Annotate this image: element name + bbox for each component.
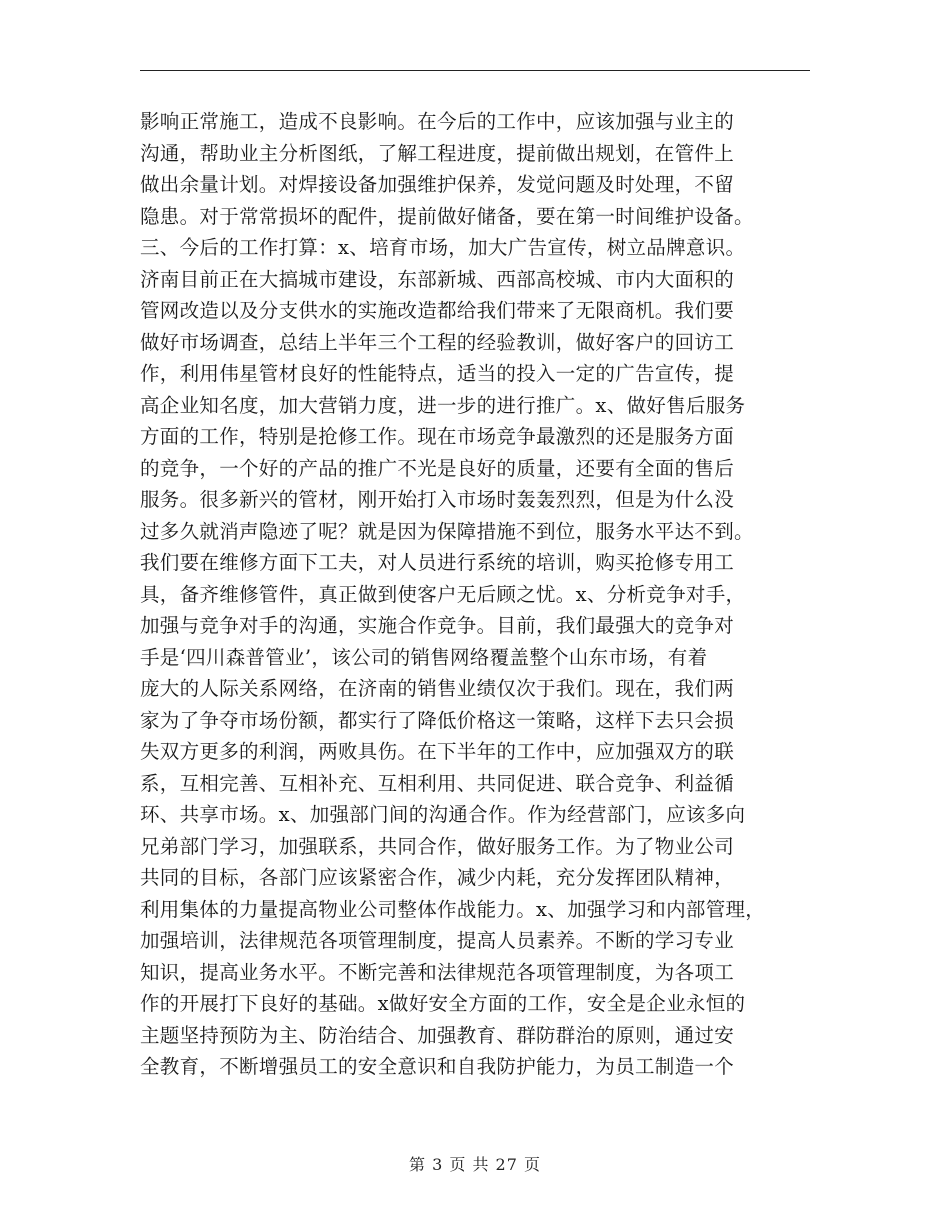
- text-line: 家为了争夺市场份额，都实行了降低价格这一策略，这样下去只会损: [140, 708, 735, 732]
- text-line: 环、共享市场。x、加强部门间的沟通合作。作为经营部门，应该多向: [140, 803, 746, 826]
- text-line: 方面的工作，特别是抢修工作。现在市场竞争最激烈的还是服务方面: [140, 425, 735, 448]
- text-line: 庞大的人际关系网络，在济南的销售业绩仅次于我们。现在，我们两: [140, 677, 735, 700]
- page-number: 第 3 页 共 27 页: [409, 1155, 541, 1174]
- text-line: 作，利用伟星管材良好的性能特点，适当的投入一定的广告宣传，提: [140, 362, 735, 385]
- text-line: 我们要在维修方面下工夫，对人员进行系统的培训，购买抢修专用工: [140, 551, 735, 574]
- text-line: 做出余量计划。对焊接设备加强维护保养，发觉问题及时处理，不留: [140, 173, 735, 196]
- text-line: 主题坚持预防为主、防治结合、加强教育、群防群治的原则，通过安: [140, 1023, 735, 1047]
- text-line: 影响正常施工，造成不良影响。在今后的工作中，应该加强与业主的: [140, 110, 735, 133]
- text-line: 共同的目标，各部门应该紧密合作，减少内耗，充分发挥团队精神，: [140, 866, 735, 889]
- text-line: 兄弟部门学习，加强联系，共同合作，做好服务工作。为了物业公司: [140, 834, 735, 858]
- text-line: 做好市场调查，总结上半年三个工程的经验教训，做好客户的回访工: [140, 330, 735, 354]
- text-line: 具，备齐维修管件，真正做到使客户无后顾之忧。x、分析竞争对手，: [140, 582, 746, 606]
- document-body: [140, 106, 830, 1083]
- text-line: 失双方更多的利润，两败具伤。在下半年的工作中，应加强双方的联: [140, 740, 735, 763]
- text-line: 服务。很多新兴的管材，刚开始打入市场时轰轰烈烈，但是为什么没: [140, 488, 735, 511]
- text-line: 沟通，帮助业主分析图纸，了解工程进度，提前做出规划，在管件上: [140, 141, 735, 165]
- text-line: 过多久就消声隐迹了呢？就是因为保障措施不到位，服务水平达不到。: [140, 519, 754, 543]
- text-line: 加强与竞争对手的沟通，实施合作竞争。目前，我们最强大的竞争对: [140, 614, 735, 637]
- header-rule: [140, 70, 810, 71]
- text-line: 手是‘四川森普管业’，该公司的销售网络覆盖整个山东市场，有着: [140, 645, 708, 669]
- text-line: 的竞争，一个好的产品的推广不光是良好的质量，还要有全面的售后: [140, 456, 735, 480]
- text-line: 隐患。对于常常损坏的配件，提前做好储备，要在第一时间维护设备。: [140, 204, 754, 228]
- text-line: 管网改造以及分支供水的实施改造都给我们带来了无限商机。我们要: [140, 299, 735, 322]
- text-line: 知识，提高业务水平。不断完善和法律规范各项管理制度，为各项工: [140, 960, 735, 984]
- text-line: 三、今后的工作打算：x、培育市场，加大广告宣传，树立品牌意识。: [140, 236, 746, 259]
- text-line: 作的开展打下良好的基础。x做好安全方面的工作，安全是企业永恒的: [140, 992, 746, 1015]
- text-line: 济南目前正在大搞城市建设，东部新城、西部高校城、市内大面积的: [140, 267, 735, 291]
- text-line: 加强培训，法律规范各项管理制度，提高人员素养。不断的学习专业: [140, 929, 735, 952]
- text-line: 系，互相完善、互相补充、互相利用、共同促进、联合竞争、利益循: [140, 771, 735, 795]
- text-line: 高企业知名度，加大营销力度，进一步的进行推广。x、做好售后服务: [140, 393, 746, 417]
- text-line: 利用集体的力量提高物业公司整体作战能力。x、加强学习和内部管理，: [140, 897, 766, 921]
- text-line: 全教育，不断增强员工的安全意识和自我防护能力，为员工制造一个: [140, 1055, 735, 1078]
